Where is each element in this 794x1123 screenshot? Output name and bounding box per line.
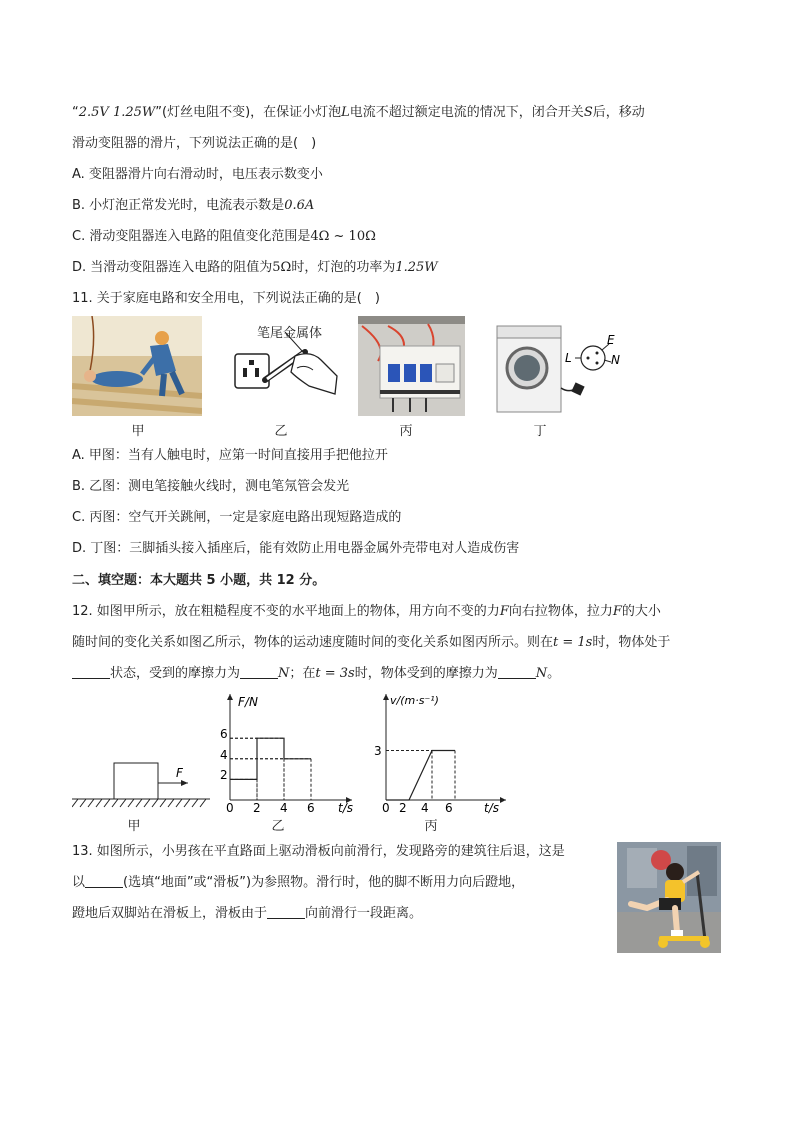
q10-option-c: C. 滑动变阻器连入电路的阻值变化范围是4Ω ~ 10Ω	[72, 229, 376, 244]
circuit-breaker-photo	[358, 316, 465, 416]
q11-caption-ding: 丁	[533, 424, 547, 439]
y-tick: 3	[374, 744, 382, 758]
y-tick: 6	[220, 727, 228, 741]
plug-label-e: E	[607, 333, 615, 347]
x-tick: 6	[445, 801, 453, 815]
y-axis-arrow	[383, 694, 389, 700]
y-tick: 4	[220, 748, 228, 762]
q10-line1: “2.5V 1.25W”(灯丝电阻不变)，在保证小灯泡L电流不超过额定电流的情况下，闭合开关S后，移动	[72, 105, 645, 120]
rescue-illustration	[72, 316, 202, 416]
q11-figure-ding	[493, 322, 633, 414]
answer-blank[interactable]	[240, 664, 278, 679]
q10-option-a: A. 变阻器滑片向右滑动时，电压表示数变小	[72, 167, 323, 182]
q12-figure-jia	[72, 755, 212, 815]
scooter-boy-photo	[617, 842, 721, 953]
section-heading: 二、填空题：本大题共 5 小题，共 12 分。	[72, 573, 326, 588]
answer-blank[interactable]	[72, 664, 110, 679]
answer-blank[interactable]	[498, 664, 536, 679]
q13-line1: 13. 如图所示，小男孩在平直路面上驱动滑板向前滑行，发现路旁的建筑往后退，这是	[72, 844, 565, 859]
x-tick: 0	[382, 801, 390, 815]
q11-caption-yi: 乙	[274, 424, 288, 439]
y-tick: 2	[220, 768, 228, 782]
x-axis-arrow	[500, 797, 506, 803]
force-label: F	[176, 766, 183, 780]
x-tick: 4	[280, 801, 288, 815]
x-axis-label: t/s	[338, 801, 353, 815]
q10-option-b: B. 小灯泡正常发光时，电流表示数是0.6A	[72, 198, 315, 213]
q11-figure-yi	[225, 316, 345, 416]
y-axis-arrow	[227, 694, 233, 700]
velocity-time-graph	[372, 688, 512, 820]
x-tick: 4	[421, 801, 429, 815]
q12-line1: 12. 如图甲所示，放在粗糙程度不变的水平地面上的物体，用方向不变的力F向右拉物体，拉力F的大小	[72, 604, 661, 619]
block-on-ground-diagram	[72, 755, 212, 815]
q11-caption-jia: 甲	[131, 424, 145, 439]
q11-option-c: C. 丙图：空气开关跳闸，一定是家庭电路出现短路造成的	[72, 510, 402, 525]
q13-line3: 蹬地后双脚站在滑板上，滑板由于 向前滑行一段距离。	[72, 906, 423, 921]
q11-option-b: B. 乙图：测电笔接触火线时，测电笔氖管会发光	[72, 479, 350, 494]
series-line	[386, 751, 455, 801]
q11-stem: 11. 关于家庭电路和安全用电，下列说法正确的是( )	[72, 291, 380, 306]
y-axis-label: v/(m·s⁻¹)	[390, 694, 439, 707]
q12-line3: 状态，受到的摩擦力为 N；在t = 3s时，物体受到的摩擦力为 N。	[72, 664, 560, 684]
q10-option-d: D. 当滑动变阻器连入电路的阻值为5Ω时，灯泡的功率为1.25W	[72, 260, 438, 275]
answer-blank[interactable]	[267, 904, 305, 919]
x-axis-label: t/s	[484, 801, 499, 815]
x-tick: 2	[399, 801, 407, 815]
q12-caption-bing: 丙	[424, 819, 438, 834]
q12-caption-jia: 甲	[127, 819, 141, 834]
q10-line2: 滑动变阻器的滑片，下列说法正确的是( )	[72, 136, 317, 151]
pen-tail-metal-label: 笔尾金属体	[257, 326, 323, 341]
x-tick: 0	[226, 801, 234, 815]
q11-figure-jia	[72, 316, 202, 416]
q11-figure-bing	[358, 316, 465, 416]
plug-label-n: N	[611, 353, 620, 367]
plug-label-l: L	[565, 351, 572, 365]
q11-caption-bing: 丙	[399, 424, 413, 439]
q13-line2: 以 (选填“地面”或“滑板”)为参照物。滑行时，他的脚不断用力向后蹬地，	[72, 875, 525, 890]
answer-blank[interactable]	[85, 873, 123, 888]
q12-caption-yi: 乙	[271, 819, 285, 834]
q11-option-d: D. 丁图：三脚插头接入插座后，能有效防止用电器金属外壳带电对人造成伤害	[72, 541, 520, 556]
y-axis-label: F/N	[238, 695, 258, 709]
q11-option-a: A. 甲图：当有人触电时，应第一时间直接用手把他拉开	[72, 448, 388, 463]
x-tick: 6	[307, 801, 315, 815]
x-tick: 2	[253, 801, 261, 815]
force-time-graph	[212, 688, 362, 820]
washing-machine-illustration	[493, 322, 633, 414]
q12-line2: 随时间的变化关系如图乙所示，物体的运动速度随时间的变化关系如图丙所示。则在t = 1s时，物体处于	[72, 635, 671, 650]
